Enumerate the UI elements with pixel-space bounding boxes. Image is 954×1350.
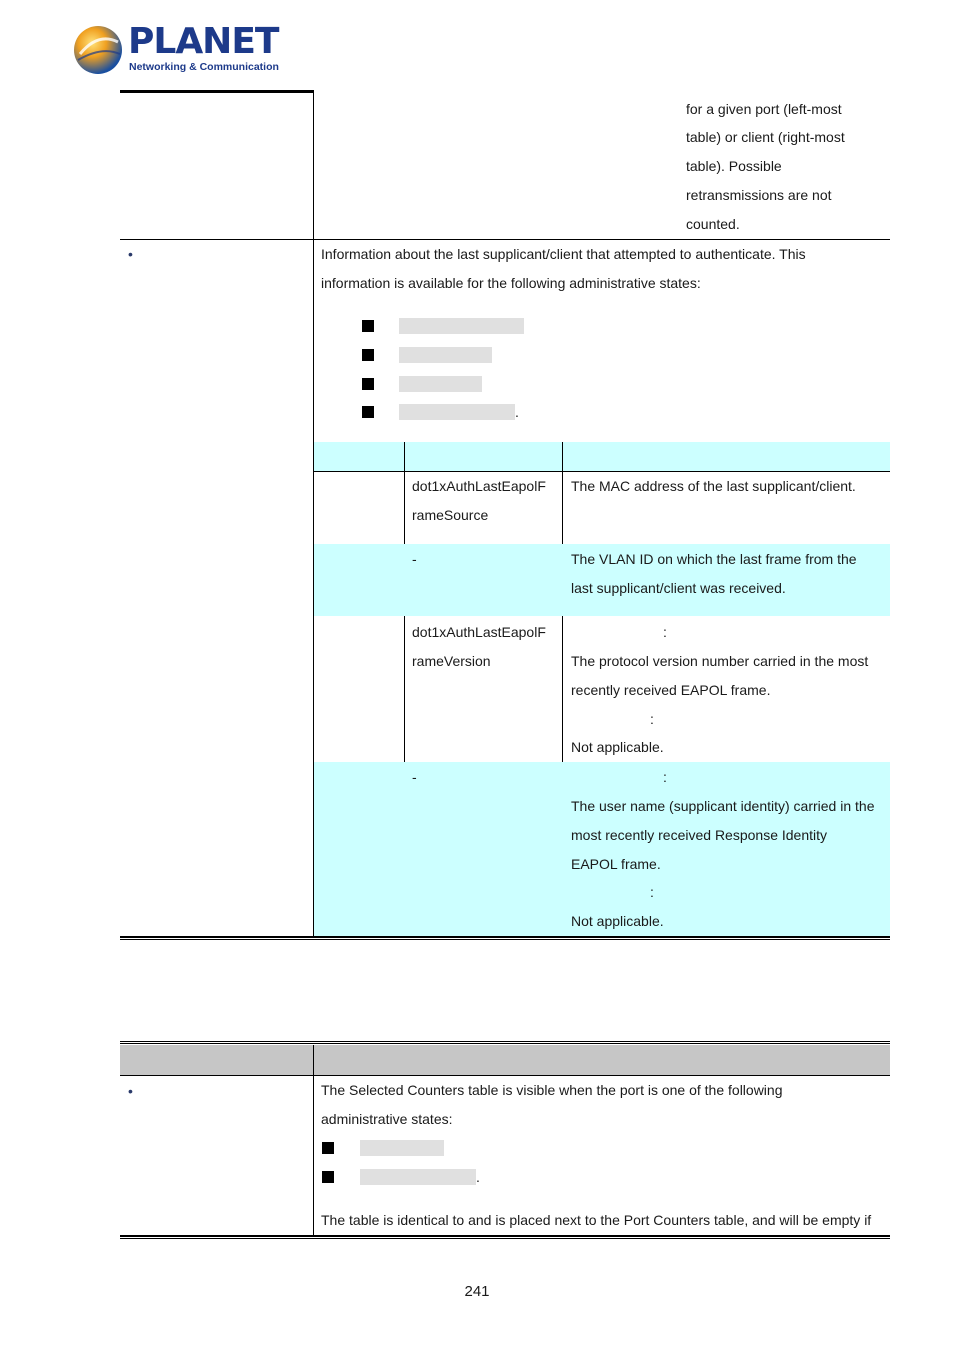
description-line: The table is identical to and is placed next to the Port Counters table, and will be empty if: [321, 1212, 872, 1228]
table-top-border: [120, 1043, 890, 1044]
square-bullet-icon: [362, 378, 374, 390]
continuation-line: counted.: [686, 216, 740, 232]
globe-icon: [72, 24, 124, 76]
bullet-marker: •: [128, 246, 133, 262]
logo-tagline: Networking & Communication: [129, 61, 279, 73]
row-description: The MAC address of the last supplicant/client.: [571, 478, 856, 494]
table-bottom-border: [120, 1238, 890, 1239]
row-description: Not applicable.: [571, 913, 664, 929]
description-line: The Selected Counters table is visible when the port is one of the following: [321, 1082, 783, 1098]
continuation-line: table) or client (right-most: [686, 129, 845, 145]
table-top-border: [120, 1041, 890, 1042]
description-line: administrative states:: [321, 1111, 453, 1127]
planet-logo: [72, 21, 279, 78]
row-description: :: [650, 711, 654, 727]
state-placeholder: [399, 318, 524, 334]
row-description: :: [663, 769, 667, 785]
logo-wordmark: PLANET: [128, 21, 279, 62]
row-description: most recently received Response Identity: [571, 827, 828, 843]
mib-object-name: rameVersion: [412, 653, 491, 669]
description-line: Information about the last supplicant/client that attempted to authenticate. This: [321, 246, 806, 262]
square-bullet-icon: [322, 1142, 334, 1154]
mib-object-name: -: [412, 769, 417, 785]
page-number: 241: [464, 1283, 490, 1300]
square-bullet-icon: [362, 320, 374, 332]
square-bullet-icon: [322, 1171, 334, 1183]
continuation-line: for a given port (left-most: [686, 101, 842, 117]
table-bottom-border: [120, 939, 890, 940]
continuation-line: retransmissions are not: [686, 187, 832, 203]
list-period: .: [515, 404, 519, 420]
state-placeholder: [399, 347, 492, 363]
mib-object-name: -: [412, 551, 417, 567]
row-description: The protocol version number carried in the most: [571, 653, 869, 669]
state-placeholder: [399, 404, 515, 420]
row-description: The VLAN ID on which the last frame from the: [571, 551, 857, 567]
row-description: :: [663, 624, 667, 640]
row-description: EAPOL frame.: [571, 856, 661, 872]
square-bullet-icon: [362, 349, 374, 361]
row-description: recently received EAPOL frame.: [571, 682, 771, 698]
bullet-marker: •: [128, 1083, 133, 1099]
column-divider: [313, 1045, 314, 1237]
mib-object-name: dot1xAuthLastEapolF: [412, 624, 546, 640]
row-description: Not applicable.: [571, 739, 664, 755]
inner-table-header: [314, 442, 890, 471]
list-period: .: [476, 1169, 480, 1185]
state-placeholder: [360, 1140, 444, 1156]
square-bullet-icon: [362, 406, 374, 418]
row-description: last supplicant/client was received.: [571, 580, 786, 596]
table-bottom-border: [120, 936, 890, 938]
table-bottom-border: [120, 1235, 890, 1237]
table-top-border: [120, 90, 314, 93]
continuation-line: table). Possible: [686, 158, 782, 174]
row-description: The user name (supplicant identity) carried in the: [571, 798, 875, 814]
state-placeholder: [360, 1169, 476, 1185]
row-description: :: [650, 884, 654, 900]
state-placeholder: [399, 376, 482, 392]
description-line: information is available for the following administrative states:: [321, 275, 701, 291]
table-header: [120, 1045, 890, 1075]
mib-object-name: dot1xAuthLastEapolF: [412, 478, 546, 494]
mib-object-name: rameSource: [412, 507, 489, 523]
